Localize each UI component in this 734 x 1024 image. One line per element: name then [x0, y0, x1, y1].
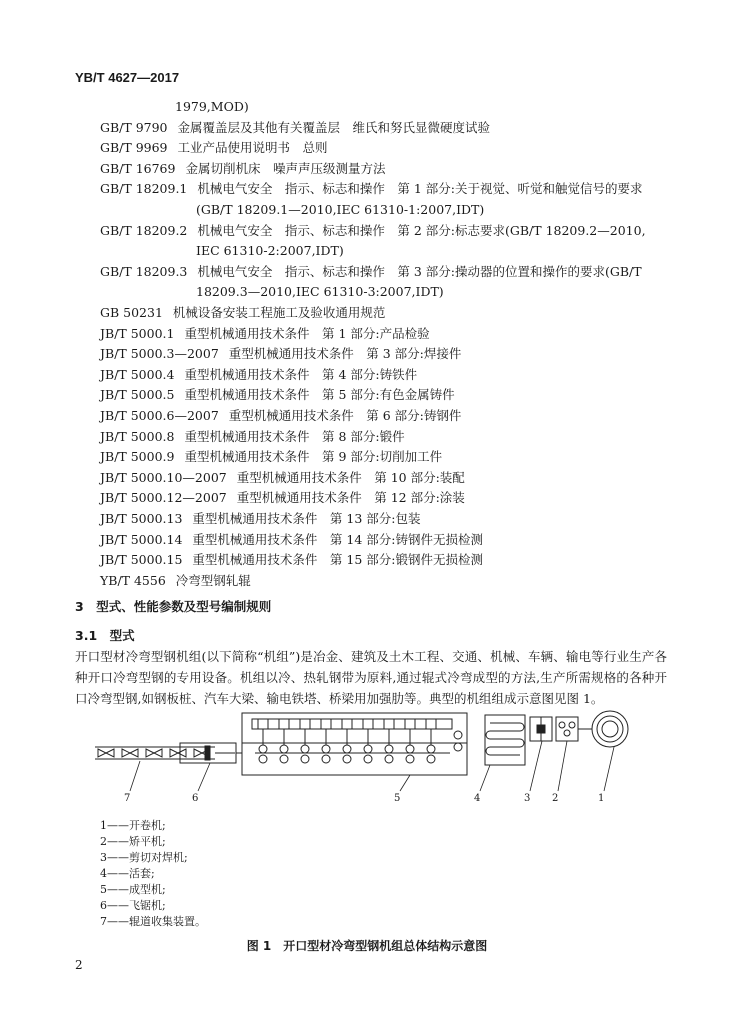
reference-item — [100, 221, 646, 241]
forming-roll — [322, 755, 330, 763]
callout-4: 4 — [474, 793, 481, 804]
reference-title: (GB/T 18209.1—2010,IEC 61310-1:2007,IDT) — [196, 202, 485, 217]
reference-title: 重型机械通用技术条件 第 1 部分:产品检验 — [184, 325, 430, 341]
forming-roll — [301, 745, 309, 753]
reference-item — [100, 488, 465, 508]
reference-item — [100, 550, 483, 570]
section-3-heading: 3 型式、性能参数及型号编制规则 — [75, 599, 272, 614]
callout-2: 2 — [552, 793, 559, 804]
reference-code: JB/T 5000.14 — [100, 531, 183, 547]
forming-roll — [259, 755, 267, 763]
callout-labels — [124, 793, 604, 804]
reference-item — [100, 179, 643, 199]
reference-code: JB/T 5000.3—2007 — [100, 346, 219, 362]
forming-roll — [343, 745, 351, 753]
reference-title: 冷弯型钢轧辊 — [175, 572, 251, 588]
legend-item: 6——飞锯机; — [100, 899, 166, 912]
page-number: 2 — [75, 958, 83, 972]
legend-item: 5——成型机; — [100, 883, 166, 896]
looper-drawing — [485, 715, 525, 765]
reference-item — [100, 138, 328, 158]
reference-code: JB/T 5000.10—2007 — [100, 469, 227, 485]
figure-1-caption: 图 1 开口型材冷弯型钢机组总体结构示意图 — [246, 939, 488, 953]
forming-roll — [280, 755, 288, 763]
legend-item: 4——活套; — [100, 867, 155, 880]
reference-code: JB/T 5000.5 — [100, 387, 175, 403]
reference-code: JB/T 5000.9 — [100, 449, 175, 465]
reference-item — [100, 159, 385, 179]
reference-item — [196, 241, 344, 261]
reference-item — [100, 530, 483, 550]
forming-stand-motor — [279, 719, 289, 729]
reference-item — [100, 468, 465, 488]
document-header-code: YB/T 4627—2017 — [75, 70, 180, 85]
callout-5: 5 — [394, 793, 401, 804]
uncoiler-drawing — [578, 711, 628, 747]
reference-item — [100, 571, 251, 591]
forming-roll — [301, 755, 309, 763]
callout-3: 3 — [524, 793, 531, 804]
reference-title: 重型机械通用技术条件 第 6 部分:铸钢件 — [228, 408, 462, 423]
reference-title: 机械设备安装工程施工及验收通用规范 — [172, 305, 386, 320]
reference-title: 机械电气安全 指示、标志和操作 第 2 部分:标志要求(GB/T 18209.2—2010, — [197, 222, 646, 238]
reference-code: JB/T 5000.15 — [100, 552, 183, 568]
reference-item — [100, 385, 455, 405]
reference-title: 重型机械通用技术条件 第 12 部分:涂装 — [236, 490, 465, 506]
forming-stand-motor — [300, 719, 310, 729]
forming-stand-motor — [426, 719, 436, 729]
reference-title: 金属覆盖层及其他有关覆盖层 维氏和努氏显微硬度试验 — [177, 119, 491, 135]
legend-item: 7——辊道收集装置。 — [100, 915, 206, 928]
reference-item — [196, 200, 484, 220]
legend-item: 1——开卷机; — [100, 819, 166, 832]
reference-title: 金属切削机床 噪声声压级测量方法 — [185, 160, 386, 176]
forming-roll — [343, 755, 351, 763]
reference-code: YB/T 4556 — [100, 572, 166, 588]
forming-roll — [427, 745, 435, 753]
reference-title: 重型机械通用技术条件 第 3 部分:焊接件 — [228, 346, 462, 362]
legend-item: 3——剪切对焊机; — [100, 851, 188, 864]
reference-code: GB/T 9969 — [100, 140, 168, 156]
reference-title: 重型机械通用技术条件 第 13 部分:包装 — [192, 511, 421, 526]
reference-title: 重型机械通用技术条件 第 15 部分:锻钢件无损检测 — [192, 552, 483, 568]
reference-title: 重型机械通用技术条件 第 10 部分:装配 — [236, 469, 465, 485]
reference-code: JB/T 5000.12—2007 — [100, 490, 227, 506]
forming-stand-motor — [363, 719, 373, 729]
forming-roll — [259, 745, 267, 753]
forming-roll — [385, 755, 393, 763]
forming-roll — [364, 745, 372, 753]
forming-stand-motor — [342, 719, 352, 729]
reference-title: 重型机械通用技术条件 第 4 部分:铸铁件 — [184, 366, 418, 382]
reference-item — [100, 406, 461, 426]
reference-item — [100, 427, 405, 447]
reference-item — [100, 344, 461, 364]
reference-title: 重型机械通用技术条件 第 8 部分:锻件 — [184, 428, 405, 444]
figure-1-diagram — [80, 705, 660, 805]
forming-roll — [406, 755, 414, 763]
reference-item — [175, 97, 249, 117]
forming-roll — [322, 745, 330, 753]
reference-item — [100, 509, 421, 529]
reference-title: 重型机械通用技术条件 第 9 部分:切削加工件 — [184, 449, 443, 465]
reference-code: JB/T 5000.6—2007 — [100, 408, 219, 423]
section-3-1-heading: 3.1 型式 — [75, 628, 135, 643]
forming-roll — [280, 745, 288, 753]
reference-code: GB 50231 — [100, 305, 163, 320]
callout-1: 1 — [598, 793, 605, 804]
reference-title: 18209.3—2010,IEC 61310-3:2007,IDT) — [196, 284, 444, 300]
reference-item — [100, 365, 417, 385]
legend-item: 2——矫平机; — [100, 835, 166, 848]
reference-code: JB/T 5000.8 — [100, 428, 175, 444]
reference-item — [100, 118, 490, 138]
section-3-1-paragraph: 开口型材冷弯型钢机组(以下简称“机组”)是冶金、建筑及土木工程、交通、机械、车辆、输电等行业生产各种开口冷弯型钢的专用设备。机组以冷、热轧钢带为原料,通过辊式冷弯成型的方法,生产所需规格的各种开口冷弯型钢,如钢板桩、汽车大梁、输电铁塔、桥梁用加强肋等。典型的机组组成示意图见图 1。 — [75, 649, 667, 706]
callout-6: 6 — [192, 793, 199, 804]
forming-roll — [364, 755, 372, 763]
roller-table-drawing — [95, 747, 235, 759]
reference-title: 重型机械通用技术条件 第 14 部分:铸钢件无损检测 — [192, 531, 483, 547]
forming-stand-motor — [405, 719, 415, 729]
reference-item — [100, 447, 442, 467]
forming-machine-drawing — [242, 713, 467, 775]
reference-code: JB/T 5000.1 — [100, 325, 175, 341]
leveler-drawing — [556, 717, 578, 741]
reference-item — [100, 303, 385, 323]
forming-roll — [385, 745, 393, 753]
reference-code: GB/T 9790 — [100, 119, 168, 135]
forming-stand-motor — [321, 719, 331, 729]
reference-title: 机械电气安全 指示、标志和操作 第 1 部分:关于视觉、听觉和触觉信号的要求 — [197, 181, 643, 197]
forming-stand-motor — [258, 719, 268, 729]
reference-item — [100, 262, 642, 282]
reference-title: 工业产品使用说明书 总则 — [177, 140, 328, 156]
reference-code: GB/T 18209.1 — [100, 181, 188, 197]
shear-welder-drawing — [530, 717, 552, 741]
reference-item — [100, 324, 430, 344]
forming-roll — [406, 745, 414, 753]
reference-code: GB/T 18209.3 — [100, 263, 188, 279]
reference-code: JB/T 5000.13 — [100, 511, 183, 526]
reference-code: JB/T 5000.4 — [100, 366, 175, 382]
reference-code: GB/T 18209.2 — [100, 222, 188, 238]
callout-7: 7 — [124, 793, 131, 804]
reference-title: 重型机械通用技术条件 第 5 部分:有色金属铸件 — [184, 387, 455, 403]
forming-stand-motor — [384, 719, 394, 729]
reference-title: IEC 61310-2:2007,IDT) — [196, 243, 344, 259]
forming-roll — [427, 755, 435, 763]
reference-code: GB/T 16769 — [100, 160, 176, 176]
reference-item — [196, 282, 444, 302]
reference-title: 1979,MOD) — [175, 99, 249, 114]
reference-title: 机械电气安全 指示、标志和操作 第 3 部分:操动器的位置和操作的要求(GB/T — [197, 263, 642, 279]
